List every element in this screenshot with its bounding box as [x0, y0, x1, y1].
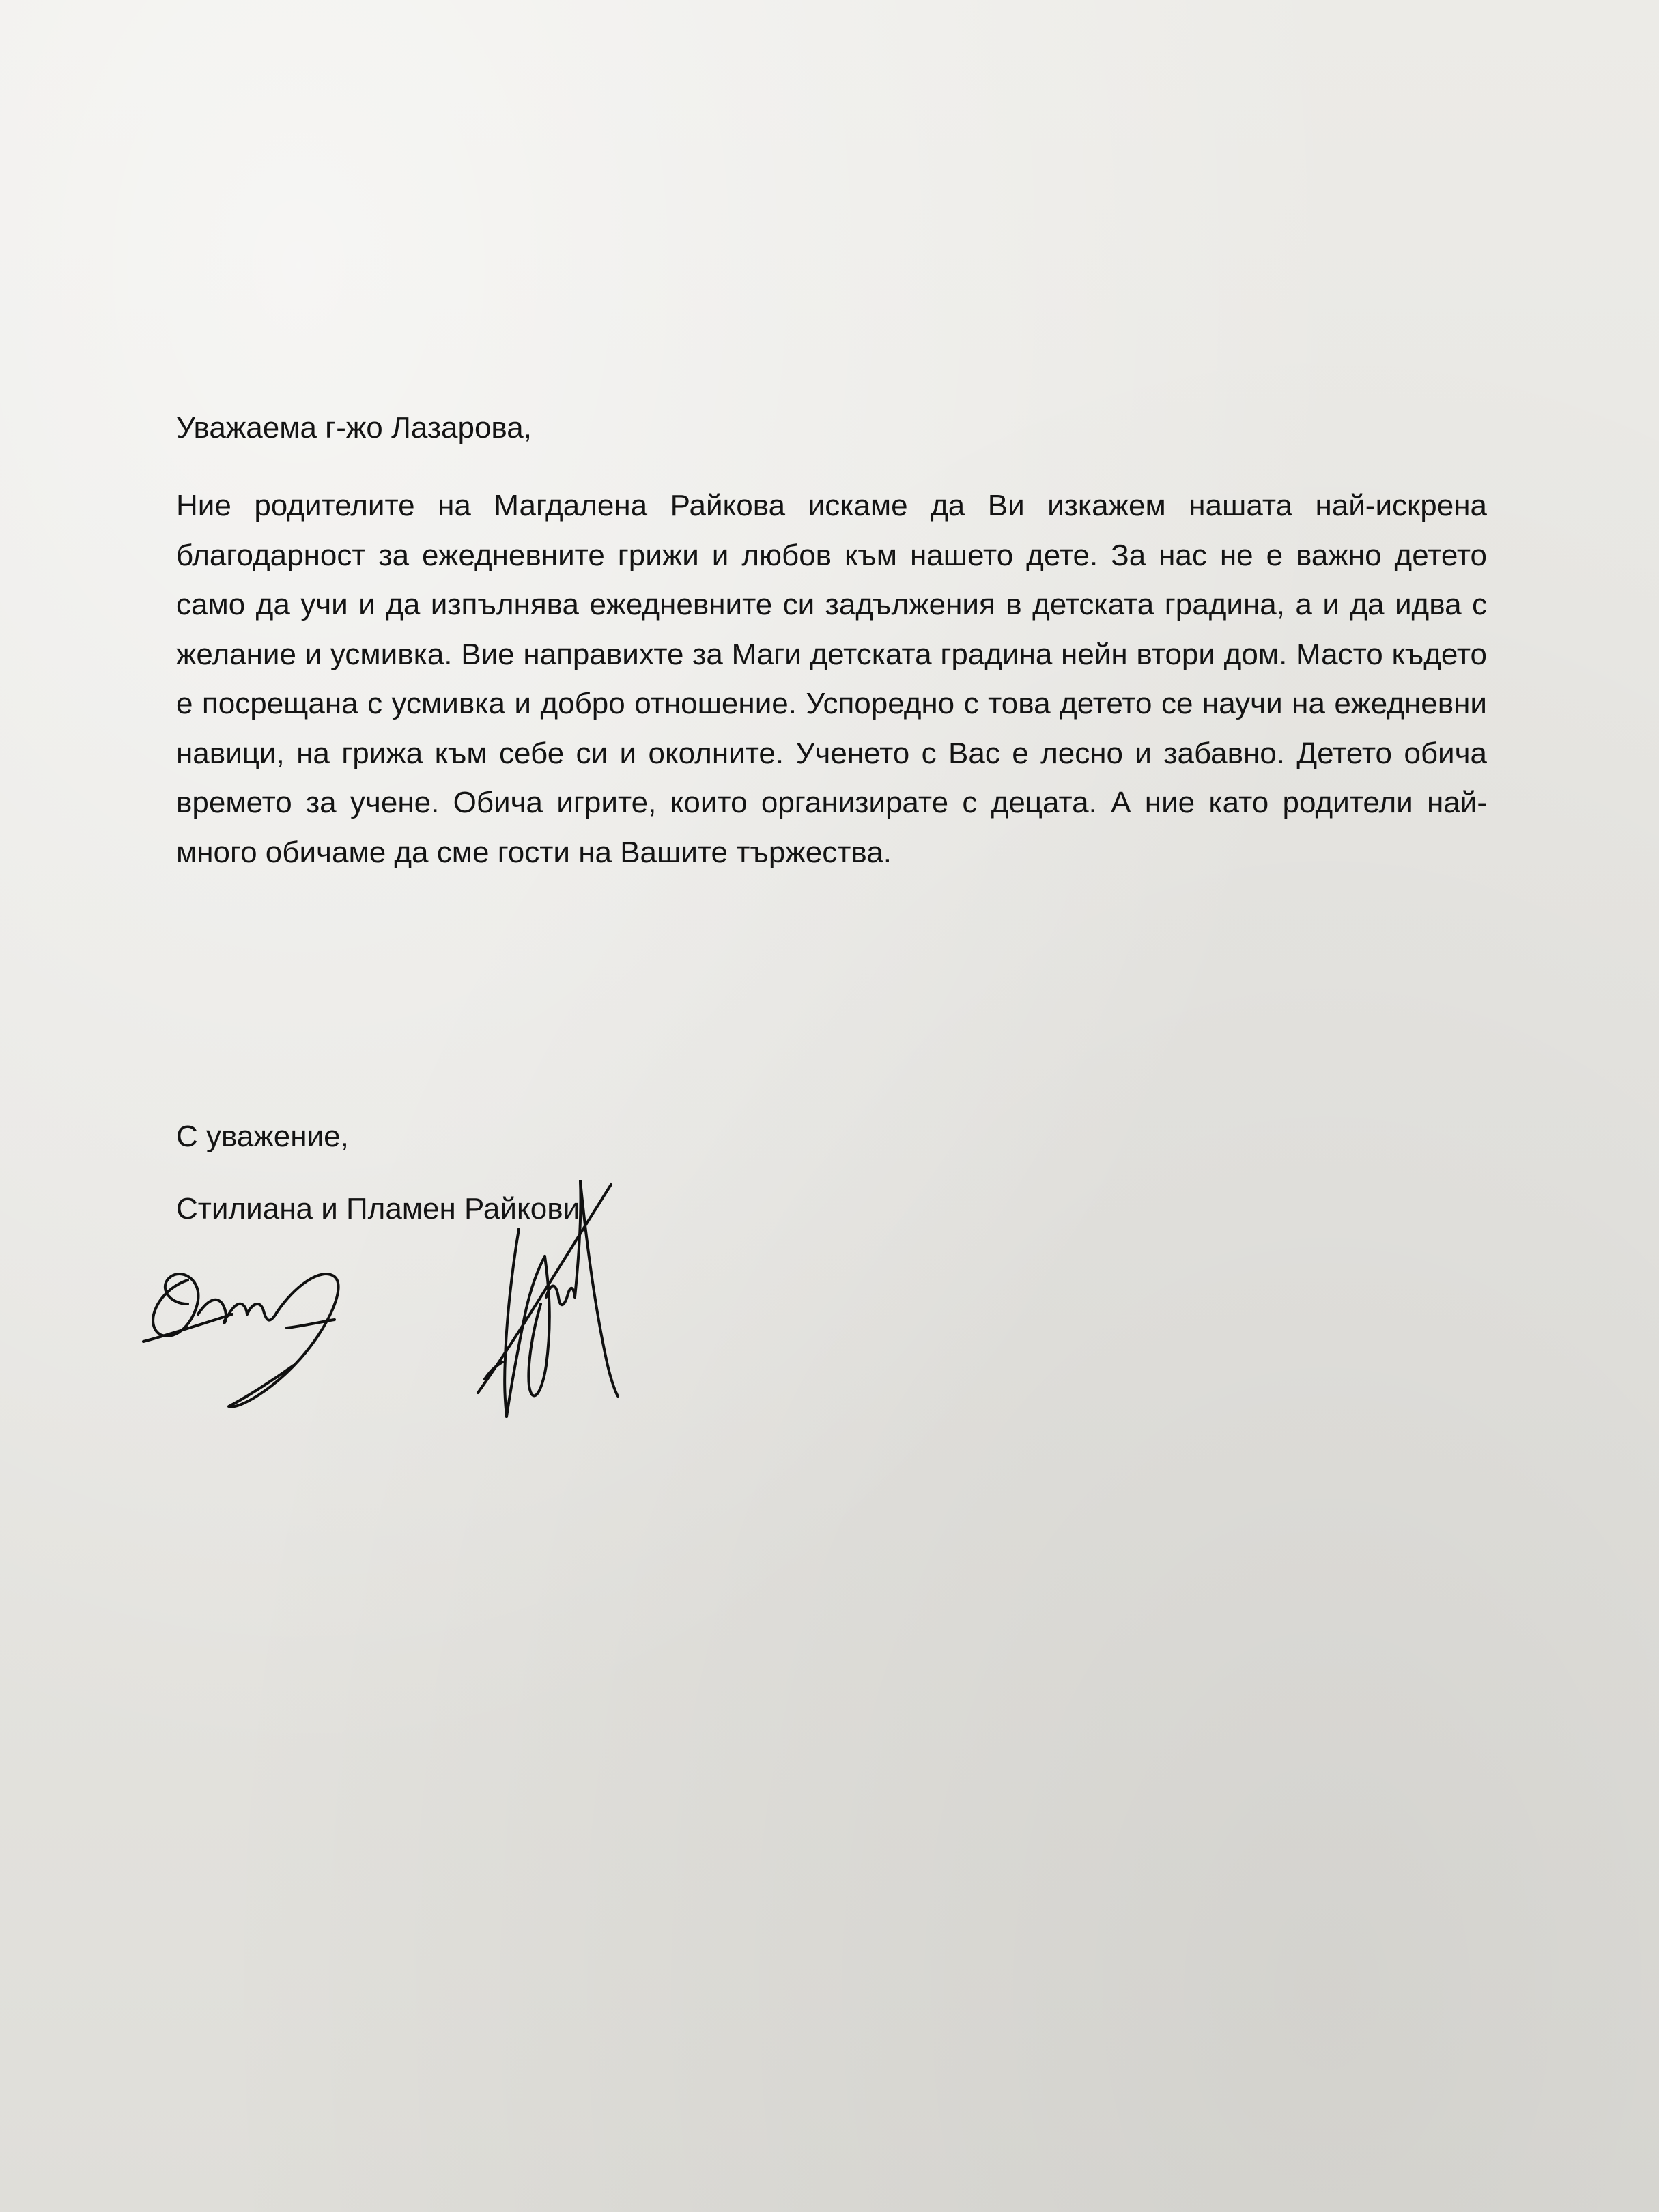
letter-signatories: Стилиана и Пламен Райкови [176, 1192, 580, 1225]
signature-stilyana [130, 1239, 362, 1423]
letter-body: Ние родителите на Магдалена Райкова искаме да Ви изкажем нашата най-искрена благодарност за ежедневните грижи и любов към нашето дете. За нас не е важно детето само да учи и да изпълнява ежедневните си задължения в детската градина, а и да идва с желание и усмивка. Вие направихте за Маги детската градина нейн втори дом. Масто където е посрещана с усмивка и добро отношение. Успоредно с това детето се научи на ежедневни навици, на грижа към себе си и околните. Ученето с Вас е лесно и забавно. Детето обича времето за учене. Обича игрите, които организирате с децата. А ние като родители най-много обичаме да сме гости на Вашите тържества. [176, 489, 1487, 869]
letter-closing: С уважение, [176, 1120, 349, 1153]
letter-salutation: Уважаема г-жо Лазарова, [176, 411, 532, 444]
signature-plamen [464, 1161, 621, 1434]
